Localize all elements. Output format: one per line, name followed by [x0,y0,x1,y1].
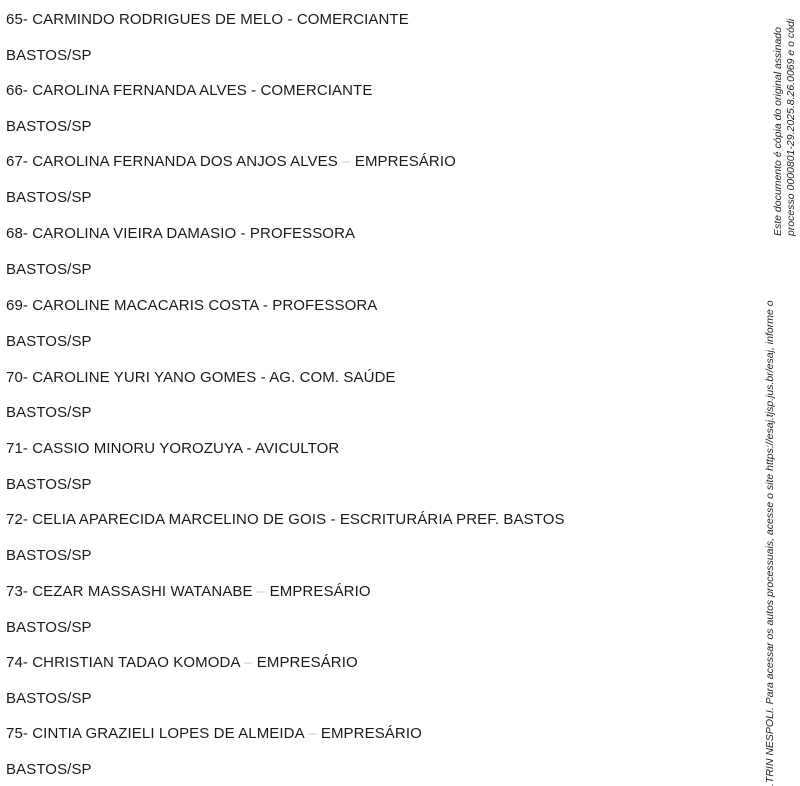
entry-71-title [6,440,339,458]
entry-name: 69- CAROLINE MACACARIS COSTA [6,297,259,314]
margin-note-col3 [785,0,800,786]
entry-role: AG. COM. SAÚDE [269,369,396,386]
entry-name: 74- CHRISTIAN TADAO KOMODA [6,654,240,671]
entry-separator: - [258,297,273,314]
entry-role: PROFESSORA [249,225,356,242]
entry-name: 67- CAROLINA FERNANDA DOS ANJOS ALVES [6,153,338,170]
entry-71-city: BASTOS/SP [6,476,92,493]
entry-separator: – [252,583,270,600]
entry-68-title [6,225,355,243]
entry-separator: - [283,11,297,28]
entry-66-city: BASTOS/SP [6,118,92,135]
margin-note-copy-text: Este documento é cópia do original assinado [772,27,784,236]
entry-68-city: BASTOS/SP [6,261,92,278]
entry-name: 65- CARMINDO RODRIGUES DE MELO [6,11,284,28]
entry-73-title [6,583,371,601]
entry-role: ESCRITURÁRIA PREF. BASTOS [339,511,565,528]
entry-74-city: BASTOS/SP [6,690,92,707]
entry-66-title [6,82,372,100]
entry-67-city: BASTOS/SP [6,189,92,206]
entry-separator: - [246,82,261,99]
entry-separator: – [337,153,355,170]
margin-note-access-text: .TRIN NESPOLI. Para acessar os autos processuais, acesse o site https://esaj.tjsp.jus.br/esaj, informe o [764,300,776,786]
entry-role: EMPRESÁRIO [320,725,422,742]
entry-65-title [6,11,409,29]
entry-name: 68- CAROLINA VIEIRA DAMASIO [6,225,237,242]
entry-role: EMPRESÁRIO [256,654,358,671]
entry-separator: - [236,225,250,242]
entry-name: 66- CAROLINA FERNANDA ALVES [6,82,247,99]
entry-75-title [6,725,422,743]
margin-note-process-text: processo 0000801-29.2025.8.26.0069 e o códi [785,18,797,236]
entry-role: PROFESSORA [272,297,378,314]
entry-separator: – [303,725,321,742]
entry-74-title [6,654,358,672]
entry-role: EMPRESÁRIO [354,153,456,170]
entry-73-city: BASTOS/SP [6,619,92,636]
entry-name: 73- CEZAR MASSASHI WATANABE [6,583,253,600]
entry-name: 70- CAROLINE YURI YANO GOMES [6,369,257,386]
entry-role: AVICULTOR [255,440,340,457]
entry-role: COMERCIANTE [296,11,409,28]
entry-separator: – [239,654,257,671]
entry-72-city: BASTOS/SP [6,547,92,564]
entry-70-city: BASTOS/SP [6,404,92,421]
entry-name: 72- CELIA APARECIDA MARCELINO DE GOIS [6,511,327,528]
entry-65-city: BASTOS/SP [6,47,92,64]
entry-separator: - [242,440,256,457]
entry-name: 71- CASSIO MINORU YOROZUYA [6,440,243,457]
entry-role: EMPRESÁRIO [269,583,371,600]
entry-role: COMERCIANTE [260,82,373,99]
entry-separator: - [256,369,270,386]
entry-72-title [6,511,565,529]
entry-75-city: BASTOS/SP [6,761,92,778]
entry-69-title [6,297,377,315]
entry-69-city: BASTOS/SP [6,333,92,350]
entry-70-title [6,369,396,387]
entry-67-title [6,153,456,171]
entry-name: 75- CINTIA GRAZIELI LOPES DE ALMEIDA [6,725,304,742]
entry-separator: - [326,511,340,528]
